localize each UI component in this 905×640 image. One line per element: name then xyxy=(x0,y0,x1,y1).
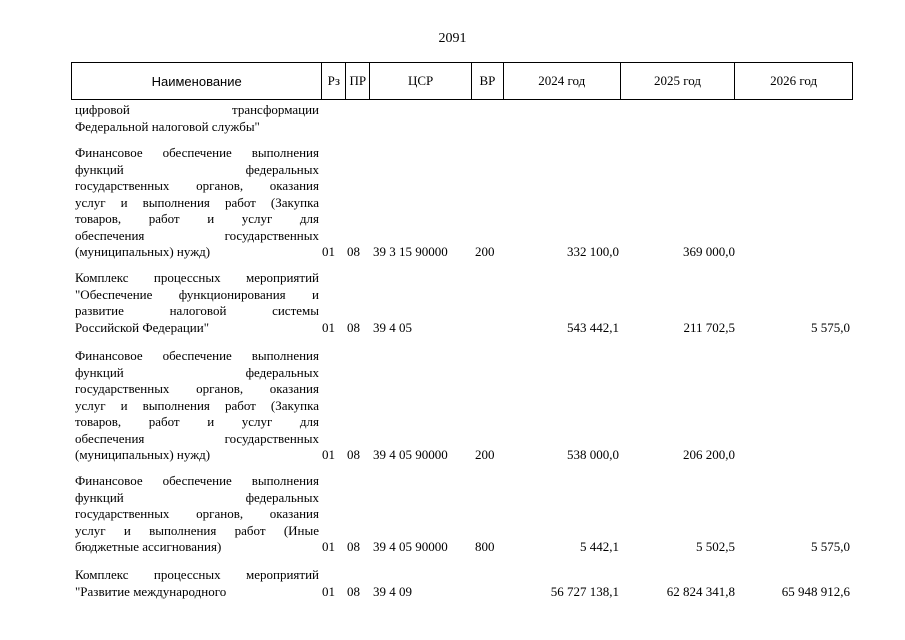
row-name-line: Финансовое обеспечение выполнения xyxy=(75,145,319,160)
row-name-line: товаров, работ и услуг для xyxy=(75,211,319,226)
row-name-line: государственных органов, оказания xyxy=(75,506,319,521)
row-name-line: (муниципальных) нужд) xyxy=(75,244,211,259)
header-csr: ЦСР xyxy=(370,63,472,99)
cell-csr: 39 4 05 90000 xyxy=(373,539,448,554)
header-rz: Рз xyxy=(322,63,346,99)
cell-pr: 08 xyxy=(347,583,360,599)
row-name xyxy=(75,145,319,261)
cell-y2024: 538 000,0 xyxy=(567,447,619,462)
header-vr: ВР xyxy=(472,63,504,99)
cell-pr: 08 xyxy=(347,319,360,335)
cell-csr: 39 4 05 90000 xyxy=(373,447,448,462)
row-name-line: Федеральной налоговой службы" xyxy=(75,118,260,134)
row-name-line: услуг и выполнения работ (Иные xyxy=(75,522,319,538)
cell-pr: 08 xyxy=(347,539,360,554)
cell-y2025: 62 824 341,8 xyxy=(666,583,735,599)
cell-pr: 08 xyxy=(347,447,360,462)
row-name xyxy=(75,102,319,135)
cell-vr: 200 xyxy=(475,447,495,462)
cell-rz: 01 xyxy=(322,583,335,599)
cell-y2025: 206 200,0 xyxy=(683,447,735,462)
cell-y2025: 369 000,0 xyxy=(683,244,735,259)
cell-y2026: 65 948 912,6 xyxy=(781,583,850,599)
row-name-line: функций федеральных xyxy=(75,364,319,380)
row-name-line: обеспечения государственных xyxy=(75,430,319,446)
cell-y2026: 5 575,0 xyxy=(811,539,850,554)
header-2024: 2024 год xyxy=(504,63,621,99)
row-name-line: функций федеральных xyxy=(75,161,319,177)
cell-vr: 200 xyxy=(475,244,495,259)
header-pr: ПР xyxy=(346,63,370,99)
page-number: 2091 xyxy=(438,31,467,46)
row-name xyxy=(75,270,319,336)
cell-y2025: 5 502,5 xyxy=(696,539,735,554)
row-name-line: развитие налоговой системы xyxy=(75,303,319,318)
cell-pr: 08 xyxy=(347,244,360,259)
row-name-line: государственных органов, оказания xyxy=(75,178,319,193)
header-2025: 2025 год xyxy=(621,63,736,99)
cell-rz: 01 xyxy=(322,539,335,554)
cell-y2026: 5 575,0 xyxy=(811,319,850,335)
row-name-line: (муниципальных) нужд) xyxy=(75,447,211,462)
row-name-line: обеспечения государственных xyxy=(75,227,319,243)
row-name xyxy=(75,567,319,600)
table-header xyxy=(71,62,853,100)
row-name-line: функций федеральных xyxy=(75,489,319,505)
row-name-line: Российской Федерации" xyxy=(75,319,210,335)
row-name-line: "Развитие международного xyxy=(75,583,227,599)
header-name: Наименование xyxy=(72,63,322,99)
cell-csr: 39 4 09 xyxy=(373,583,412,599)
cell-y2024: 332 100,0 xyxy=(567,244,619,259)
cell-rz: 01 xyxy=(322,447,335,462)
row-name-line: услуг и выполнения работ (Закупка xyxy=(75,194,319,210)
row-name-line: Комплекс процессных мероприятий xyxy=(75,270,319,285)
row-name-line: Финансовое обеспечение выполнения xyxy=(75,473,319,488)
row-name xyxy=(75,473,319,556)
cell-y2024: 56 727 138,1 xyxy=(550,583,619,599)
row-name-line: государственных органов, оказания xyxy=(75,381,319,396)
cell-y2024: 543 442,1 xyxy=(567,319,619,335)
row-name xyxy=(75,348,319,464)
row-name-line: Комплекс процессных мероприятий xyxy=(75,567,319,582)
cell-csr: 39 3 15 90000 xyxy=(373,244,448,259)
row-name-line: товаров, работ и услуг для xyxy=(75,414,319,429)
cell-csr: 39 4 05 xyxy=(373,319,412,335)
row-name-line: "Обеспечение функционирования и xyxy=(75,286,319,302)
row-name-line: бюджетные ассигнования) xyxy=(75,539,222,554)
cell-y2024: 5 442,1 xyxy=(580,539,619,554)
row-name-line: услуг и выполнения работ (Закупка xyxy=(75,397,319,413)
row-name-line: цифровой трансформации xyxy=(75,102,319,117)
cell-rz: 01 xyxy=(322,319,335,335)
row-name-line: Финансовое обеспечение выполнения xyxy=(75,348,319,363)
cell-rz: 01 xyxy=(322,244,335,259)
header-2026: 2026 год xyxy=(770,73,818,88)
cell-y2025: 211 702,5 xyxy=(683,319,735,335)
cell-vr: 800 xyxy=(475,539,495,554)
